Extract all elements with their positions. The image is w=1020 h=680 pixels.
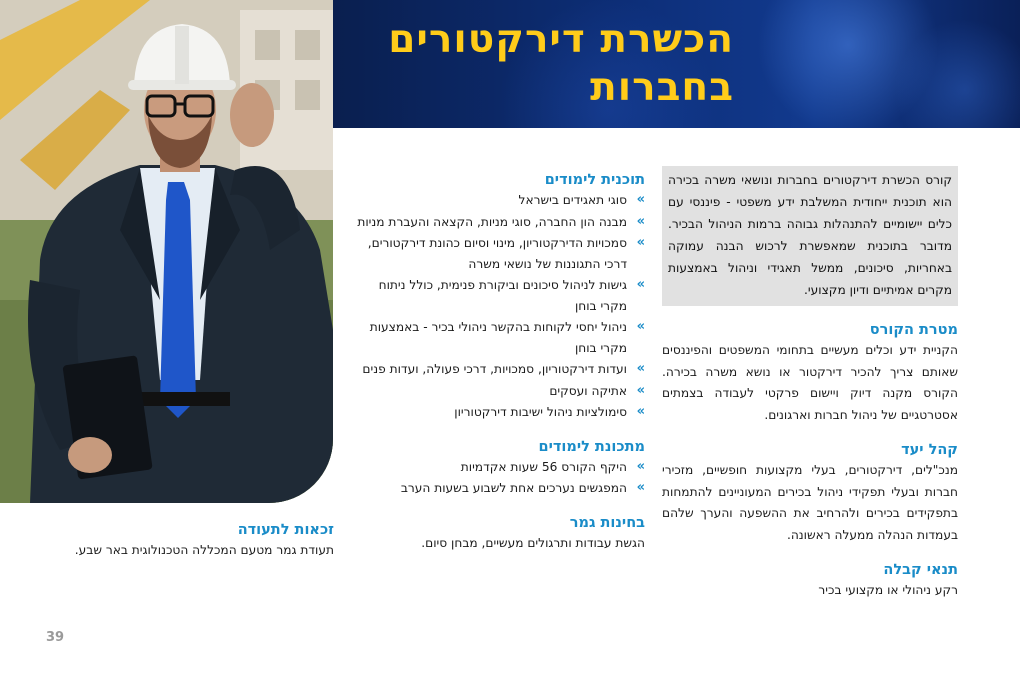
page-title-line-1: הכשרת דירקטורים bbox=[388, 17, 734, 62]
bullet-icon: » bbox=[636, 382, 645, 398]
section-format bbox=[355, 437, 645, 499]
page-title bbox=[388, 16, 734, 112]
bullet-icon: » bbox=[636, 235, 645, 250]
section-goal bbox=[662, 320, 958, 426]
list-item: » ניהול יחסי לקוחות בהקשר ניהולי בכיר - באמצעות מקרי בוחן bbox=[369, 319, 645, 355]
list-item: » אתיקה ועסקים bbox=[355, 381, 645, 402]
audience-text: מנכ"לים, דירקטורים, בעלי מקצועות חופשיים, מזכירי חברות ובעלי תפקידי ניהול בכירים המעוניינים להתמחות בתפקידים בכירים ולהרחיב את ההשפעה והערך שלהם בעמדות הנהלה ממעלה ראשונה. bbox=[662, 463, 958, 542]
list-item: » סמכויות הדירקטוריון, מינוי וסיום כהונת דירקטורים, דרכי התגוננות של נושאי משרה bbox=[367, 235, 645, 271]
goal-heading: מטרת הקורס bbox=[869, 322, 958, 338]
hero-photo bbox=[0, 0, 333, 503]
bullet-icon: » bbox=[636, 213, 645, 229]
list-item: » מבנה הון החברה, סוגי מניות, הקצאה והעברת מניות bbox=[355, 212, 645, 233]
section-curriculum bbox=[355, 170, 645, 423]
bullet-icon: » bbox=[636, 458, 645, 474]
list-item: » ועדות דירקטוריון, סמכויות, דרכי פעולה, ועדות פנים bbox=[355, 359, 645, 380]
list-item: » היקף הקורס 56 שעות אקדמיות bbox=[355, 457, 645, 478]
exam-text: הגשת עבודות ותרגולים מעשיים, מבחן סיום. bbox=[421, 535, 645, 550]
format-heading: מתכונת לימודים bbox=[538, 438, 645, 455]
list-item: » המפגשים נערכים אחת לשבוע בשעות הערב bbox=[355, 478, 645, 499]
page-title-line-2: בחברות bbox=[590, 65, 734, 110]
bullet-icon: » bbox=[636, 277, 645, 292]
page-number: 39 bbox=[46, 630, 65, 645]
certificate-text: תעודת גמר מטעם המכללה הטכנולוגית באר שבע. bbox=[74, 543, 334, 557]
bullet-icon: » bbox=[636, 480, 645, 495]
exam-heading: בחינות גמר bbox=[569, 514, 645, 531]
intro-box: קורס הכשרת דירקטורים בחברות ונושאי משרה בכירה הוא תוכנית ייחודית המשלבת ידע משפטי - פיננסי עם כלים יישומיים להתנהלות גבוהה ברמות הניהול הבכיר. מדובר בתוכנית שמאפשרת לרכוש הבנה עמוקה באחריות, סיכונים, ממשל תאגידי וניהול באמצעות מקרים אמיתיים ודיון מקצועי. bbox=[662, 166, 958, 306]
list-item: » גישות לניהול סיכונים וביקורת פנימית, כולל ניתוח מקרי בוחן bbox=[378, 277, 645, 313]
bullet-icon: » bbox=[636, 361, 645, 376]
curriculum-heading: תוכנית לימודים bbox=[544, 172, 645, 188]
bullet-icon: » bbox=[636, 404, 645, 419]
admission-heading: תנאי קבלה bbox=[883, 562, 958, 578]
engineer-illustration bbox=[0, 0, 333, 503]
header-banner bbox=[333, 0, 1020, 128]
section-audience bbox=[662, 440, 958, 546]
list-item: » סוגי תאגידים בישראל bbox=[355, 190, 645, 211]
audience-heading: קהל יעד bbox=[901, 442, 958, 458]
format-list bbox=[355, 457, 645, 499]
curriculum-list bbox=[355, 190, 645, 423]
admission-text: רקע ניהולי או מקצועי בכיר bbox=[818, 583, 958, 597]
bullet-icon: » bbox=[636, 319, 645, 334]
bullet-icon: » bbox=[636, 192, 645, 207]
section-exam bbox=[355, 513, 645, 555]
certificate-heading: זכאות לתעודה bbox=[237, 522, 334, 538]
right-column bbox=[662, 166, 958, 602]
goal-text: הקניית ידע וכלים מעשיים בתחומי המשפטים והפיננסים שאותם צריך להכיר דירקטור או נושא משרה בכירה. הקורס מקנה דיוק ויישום פרקטי לעבודה בצמתים אסטרטגיים של ניהול חברות וארגונים. bbox=[662, 343, 958, 422]
left-column bbox=[34, 520, 334, 562]
middle-column bbox=[355, 170, 645, 554]
section-admission bbox=[662, 560, 958, 602]
list-item: » סימולציות ניהול ישיבות דירקטוריון bbox=[355, 402, 645, 423]
